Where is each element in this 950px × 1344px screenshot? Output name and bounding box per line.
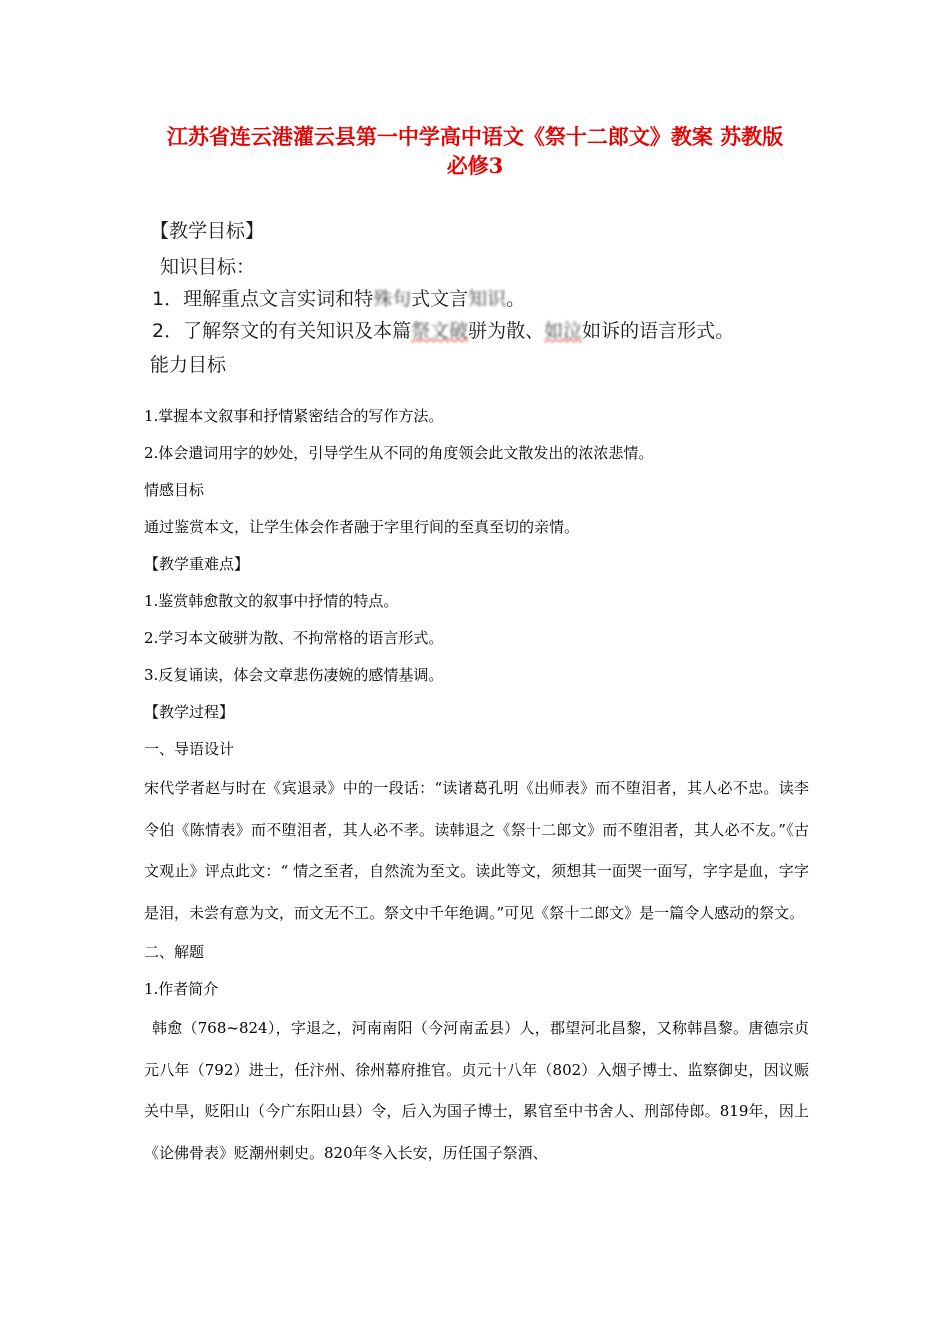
- emotion-goal-text: 通过鉴赏本文，让学生体会作者融于字里行间的至真至切的亲情。: [144, 518, 580, 536]
- author-paragraph: 韩愈（768~824），字退之，河南南阳（今河南孟县）人，郡望河北昌黎，又称韩昌黎。唐德宗贞元八年（792）进士，任汴州、徐州幕府推官。贞元十八年（802）入烟子博士、监察御史，因议赈关中旱，贬阳山（今广东阳山县）令，后入为国子博士，累官至中书舍人、刑部侍郎。819年，因上《论佛骨表》贬潮州刺史。820年冬入长安，历任国子祭酒、: [144, 1019, 809, 1162]
- key-point-1: 1.鉴赏韩愈散文的叙事中抒情的特点。: [144, 592, 399, 610]
- ability-item-2: 2.体会遣词用字的妙处，引导学生从不同的角度领会此文散发出的浓浓悲情。: [144, 444, 654, 462]
- document-title: [100, 122, 850, 180]
- ability-goal-label: 能力目标: [150, 354, 227, 376]
- knowledge-item-1-text-c: 。: [506, 288, 526, 310]
- section-heading-explain: 二、解题: [144, 943, 205, 961]
- knowledge-item-2-blurred-a: 祭文破: [411, 320, 469, 342]
- knowledge-item-1-text-b: 式文言: [411, 288, 469, 310]
- key-points-heading: 【教学重难点】: [144, 555, 250, 573]
- author-heading: 1.作者简介: [144, 980, 219, 998]
- embedded-objectives-image: [150, 216, 790, 376]
- knowledge-item-2-text-a: 2．了解祭文的有关知识及本篇: [152, 320, 412, 342]
- knowledge-item-2-text-c: 如诉的语言形式。: [582, 320, 735, 342]
- emotion-goal-label: 情感目标: [144, 481, 205, 499]
- document-body: [144, 398, 809, 1174]
- knowledge-item-1-blurred-b: 知识: [468, 288, 507, 310]
- section-heading-intro: 一、导语设计: [144, 740, 235, 758]
- objectives-heading: 【教学目标】: [150, 220, 265, 242]
- key-point-3: 3.反复诵读，体会文章悲伤凄婉的感情基调。: [144, 666, 444, 684]
- knowledge-item-2-blurred-b: 如泣: [544, 320, 583, 342]
- knowledge-item-1-text-a: 1．理解重点文言实词和特: [152, 288, 374, 310]
- intro-paragraph: 宋代学者赵与时在《宾退录》中的一段话：“读诸葛孔明《出师表》而不堕泪者，其人必不忠。读李令伯《陈情表》而不堕泪者，其人必不孝。读韩退之《祭十二郎文》而不堕泪者，其人必不友。”《古文观止》评点此文：“ 情之至者，自然流为至文。读此等文，须想其一面哭一面写，字字是血，字字是泪，未尝有意为文，而文无不工。祭文中千年绝调。”可见《祭十二郎文》是一篇令人感动的祭文。: [144, 779, 809, 922]
- ability-item-1: 1.掌握本文叙事和抒情紧密结合的写作方法。: [144, 407, 444, 425]
- knowledge-goal-label: 知识目标：: [160, 256, 256, 278]
- knowledge-item-2: [152, 316, 734, 343]
- key-point-2: 2.学习本文破骈为散、不拘常格的语言形式。: [144, 629, 444, 647]
- knowledge-item-1: [152, 284, 525, 311]
- knowledge-item-2-text-b: 骈为散、: [468, 320, 545, 342]
- title-line-2: 必修3: [446, 153, 504, 178]
- title-line-1: 江苏省连云港灌云县第一中学高中语文《祭十二郎文》教案 苏教版: [166, 124, 784, 149]
- process-heading: 【教学过程】: [144, 703, 235, 721]
- knowledge-item-1-blurred-a: 殊句: [373, 288, 412, 310]
